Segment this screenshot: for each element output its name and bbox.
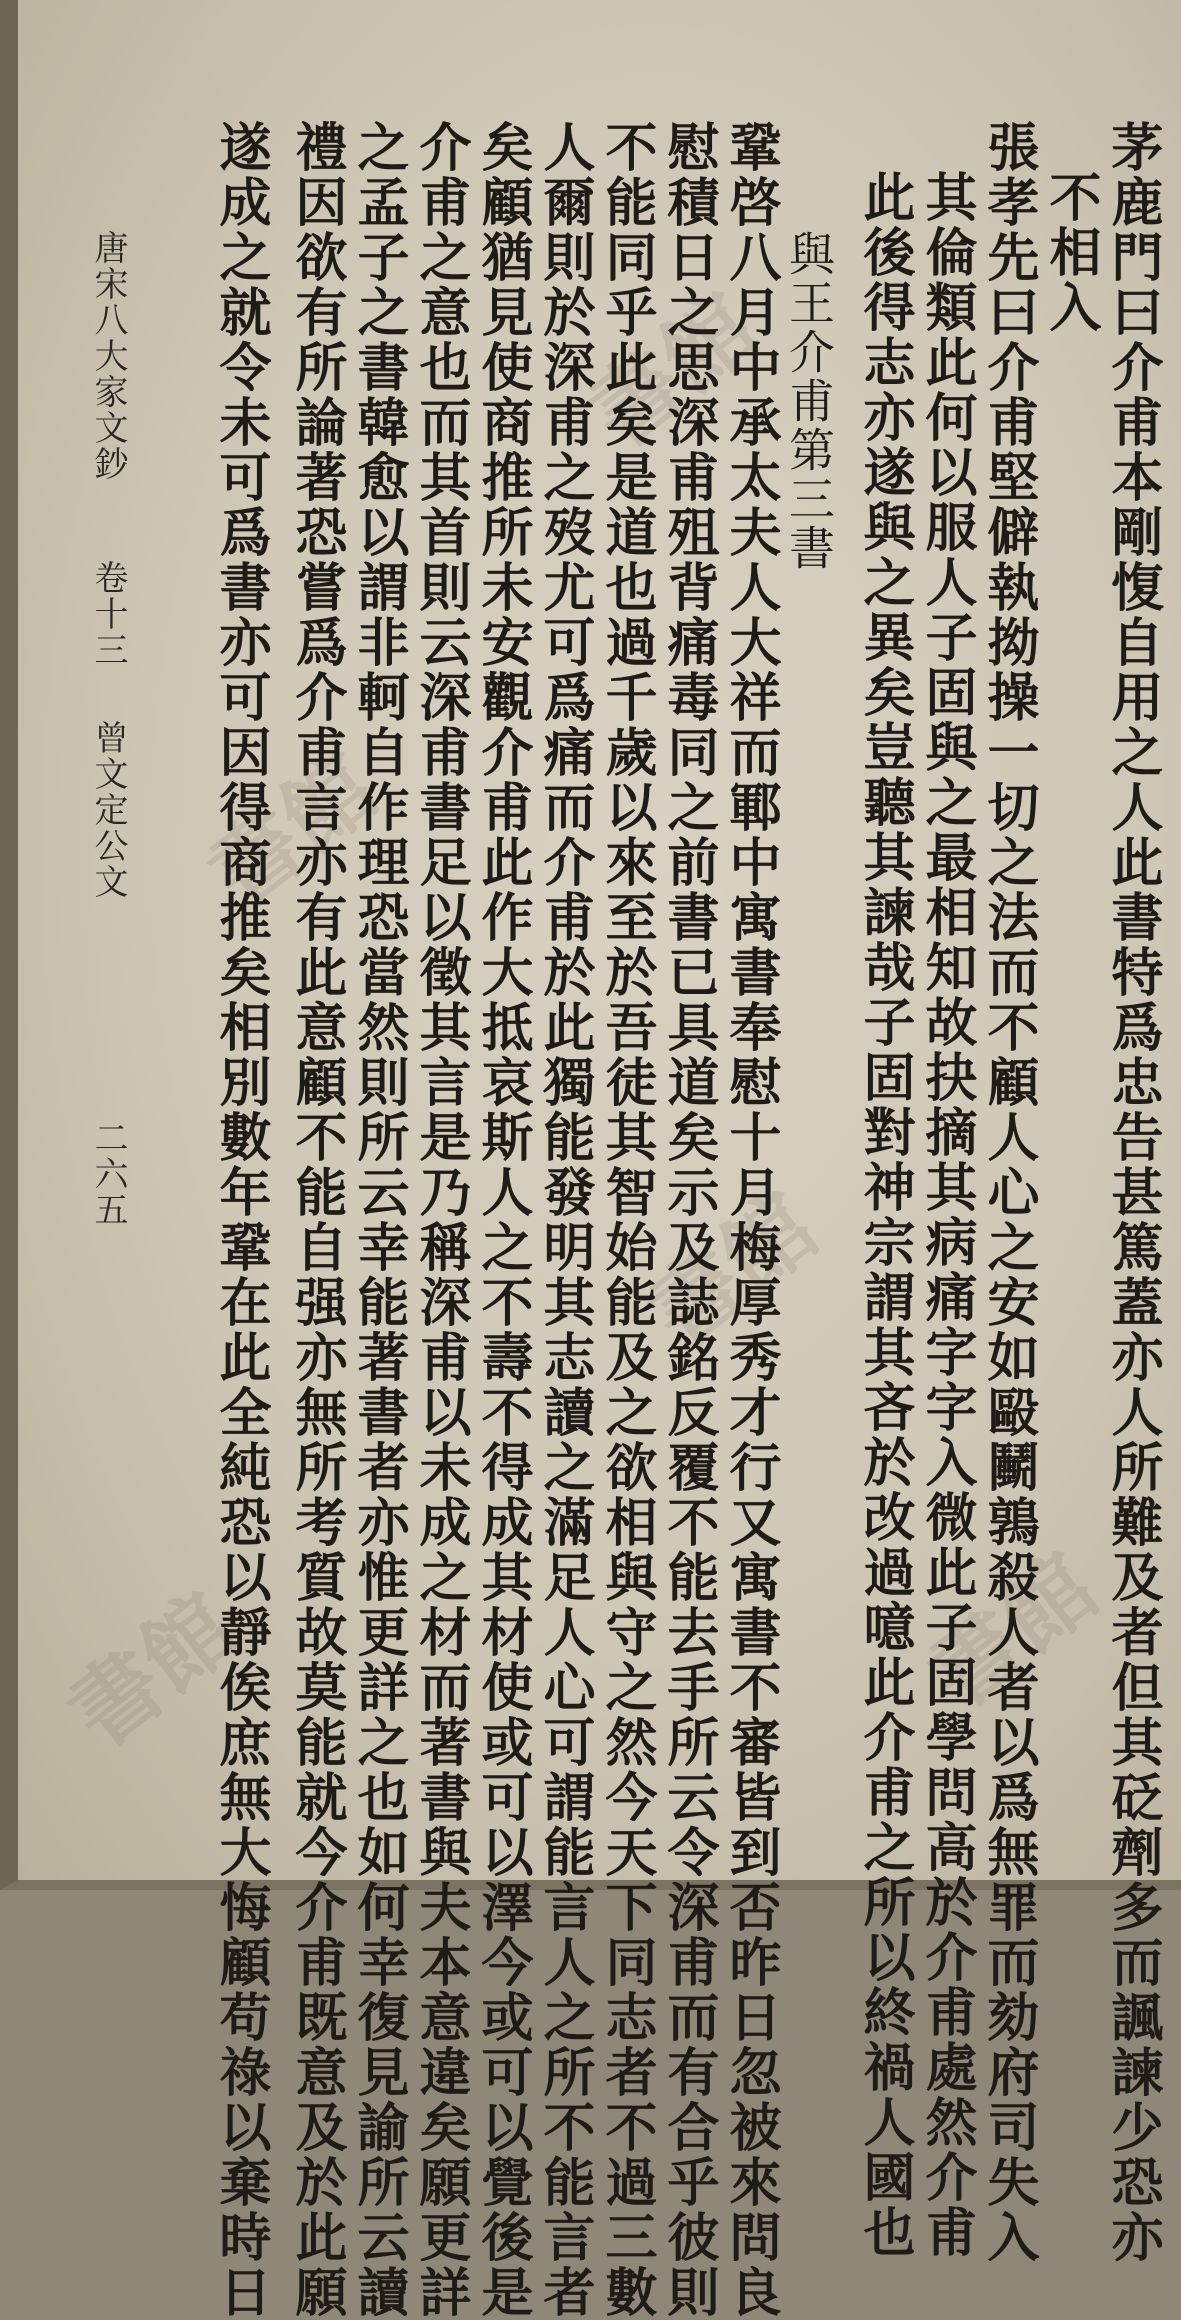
- watermark-stamp: 書館: [629, 1174, 837, 1369]
- watermark-stamp: 書館: [909, 1534, 1117, 1729]
- author-label: 曾文定公文: [88, 720, 128, 900]
- text-column: 矣顧猶見使商推所未安觀介甫此作大抵哀斯人之不壽不得成其材使或可以澤今或可以覺後是: [472, 120, 533, 2320]
- text-column: 不相入: [1040, 170, 1101, 335]
- text-column: 其倫類此何以服人子固與之最相知故抉摘其病痛字字入微此子固學問高於介甫處然介甫: [916, 170, 977, 2260]
- text-column: 不能同乎此矣是道也過千歲以來至於吾徒其智始能及之欲相與守之然今天下同志者不過三數: [596, 120, 657, 2320]
- text-column: 茅鹿門曰介甫本剛愎自用之人此書特爲忠告甚篤蓋亦人所難及者但其砭劑多而諷諫少恐亦: [1102, 120, 1163, 2265]
- text-column: 慰積日之思深甫殂背痛毒同之前書已具道矣示及誌銘反覆不能去手所云令深甫而有合乎彼則: [658, 120, 719, 2320]
- text-column: 張孝先曰介甫堅僻執拗操一切之法而不顧人心之安如毆鬭鶉殺人者以爲無罪而劾府司失入: [978, 120, 1039, 2265]
- letter-title: 與王介甫第三書: [782, 230, 836, 573]
- text-column: 禮因欲有所論著恐嘗爲介甫言亦有此意顧不能自强亦無所考質故莫能就今介甫既意及於此願: [286, 120, 347, 2320]
- watermark-stamp: 書館: [189, 734, 397, 929]
- text-column: 鞏啓八月中承太夫人大祥而鄆中寓書奉慰十月梅厚秀才行又寓書不審皆到否昨日忽被來問良: [720, 120, 781, 2320]
- text-column: 之孟子之書韓愈以謂非軻自作理恐當然則所云幸能著書者亦惟更詳之也如何幸復見諭所云讀: [348, 120, 409, 2320]
- watermark-stamp: 書館: [49, 1574, 257, 1769]
- book-title: 唐宋八大家文鈔: [88, 230, 128, 482]
- watermark-stamp: 書館: [569, 274, 777, 469]
- page-number: 二六五: [88, 1120, 128, 1228]
- text-column: 介甫之意也而其首則云深甫書足以徵其言是乃稱深甫以未成之材而著書與夫本意違矣願更詳: [410, 120, 471, 2320]
- text-column: 人爾則於深甫之歿尤可爲痛而介甫於此獨能發明其志讀之滿足人心可謂能言人之所不能言者: [534, 120, 595, 2320]
- volume-label: 卷十三: [88, 560, 128, 668]
- text-column: 此後得志亦遂與之異矣豈聽其諫哉子固對神宗謂其吝於改過噫此介甫之所以終禍人國也: [854, 170, 915, 2260]
- text-column: 遂成之就令未可爲書亦可因得商推矣相別數年鞏在此全純恐以靜俟庶無大悔顧苟祿以棄時日: [210, 120, 271, 2320]
